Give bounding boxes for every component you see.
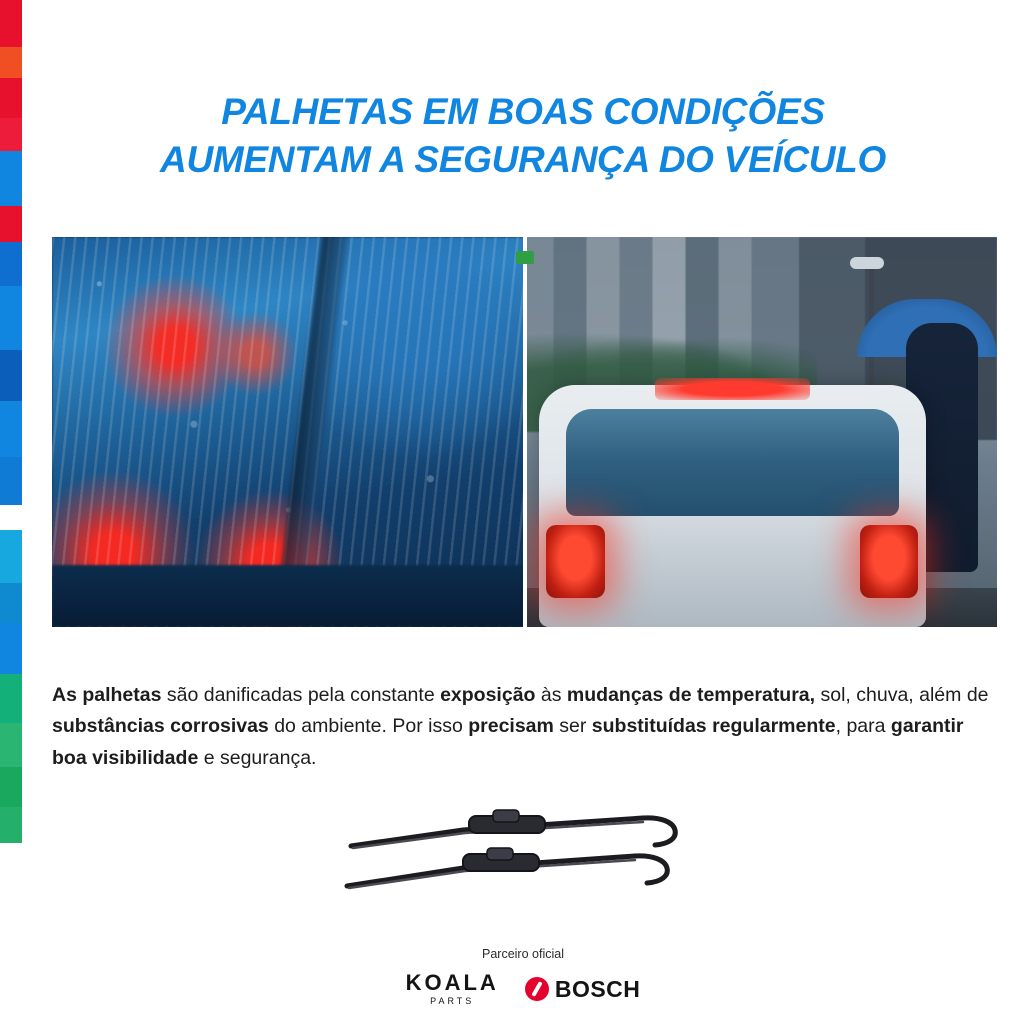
lamp-head	[850, 257, 884, 269]
car-rear	[539, 385, 926, 627]
color-band-15	[0, 674, 22, 723]
color-band-17	[0, 767, 22, 807]
hero-image-clear-view	[525, 237, 998, 627]
color-band-19	[0, 843, 22, 1023]
color-band-5	[0, 206, 22, 242]
koala-logo-subtitle: PARTS	[430, 996, 475, 1006]
body-paragraph: As palhetas são danificadas pela constante exposição às mudanças de temperatura, sol, chuva, além de substâncias corrosivas do ambiente. Por isso precisam ser substituídas regularmente, para garantir boa visibilidade e segurança.	[52, 683, 989, 769]
color-band-12	[0, 530, 22, 583]
car-hood	[52, 565, 525, 627]
page-title	[22, 0, 1024, 184]
color-band-10	[0, 457, 22, 504]
rear-window	[566, 409, 899, 515]
color-band-6	[0, 242, 22, 286]
color-band-4	[0, 151, 22, 206]
color-band-7	[0, 286, 22, 350]
product-image-wiper-blades	[343, 800, 703, 910]
poster-content	[22, 0, 1024, 1024]
color-band-3	[0, 118, 22, 151]
color-band-18	[0, 807, 22, 843]
koala-parts-logo	[406, 972, 499, 1006]
color-band-13	[0, 583, 22, 623]
hero-badge	[516, 251, 534, 264]
bosch-armature-icon	[525, 977, 549, 1001]
hero-image-rainy-windshield	[52, 237, 525, 627]
color-band-1	[0, 47, 22, 78]
hero-divider	[523, 237, 527, 627]
color-strip	[0, 0, 22, 1024]
color-band-8	[0, 350, 22, 401]
color-band-16	[0, 723, 22, 767]
brake-light-top	[655, 378, 810, 400]
headline-line-1: PALHETAS EM BOAS CONDIÇÕES	[221, 91, 825, 132]
partner-logos	[22, 972, 1024, 1006]
tail-light-right	[860, 525, 918, 598]
bosch-logo-word: BOSCH	[554, 975, 641, 1002]
tail-light-left	[546, 525, 604, 598]
headline-line-2: AUMENTAM A SEGURANÇA DO VEÍCULO	[160, 139, 886, 181]
color-band-14	[0, 623, 22, 674]
color-band-9	[0, 401, 22, 457]
bosch-logo	[525, 976, 641, 1003]
partner-label: Parceiro oficial	[482, 947, 564, 961]
hero-image	[52, 237, 997, 627]
koala-logo-word: KOALA	[405, 970, 499, 995]
color-band-11	[0, 505, 22, 531]
color-band-2	[0, 78, 22, 118]
color-band-0	[0, 0, 22, 47]
